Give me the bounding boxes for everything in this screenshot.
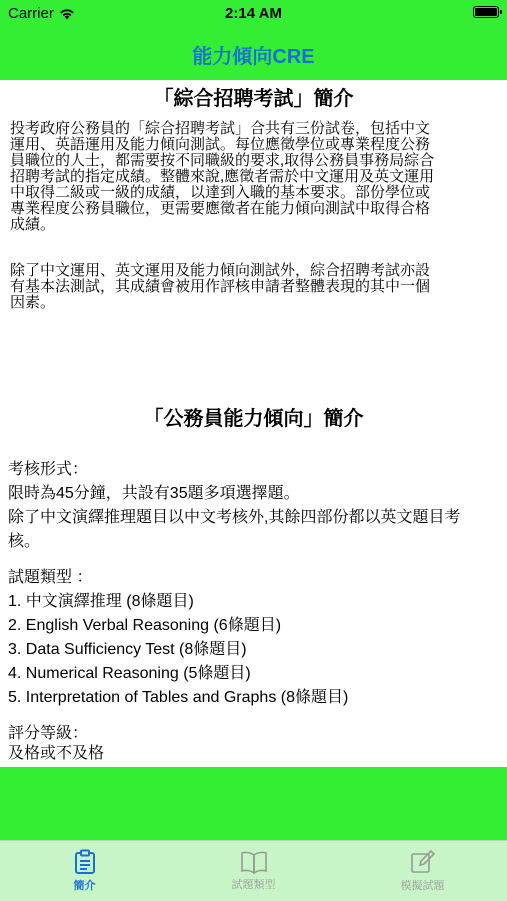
tab-label: 試題類型 (231, 879, 276, 891)
tab-bar (0, 840, 507, 901)
types-label: 試題類型 ： (8, 569, 93, 586)
tab-mock-exam[interactable] (338, 841, 507, 901)
paragraph-line: 招聘考試的指定成績。整體來說,應徵者需於中文運用及英文運用 (10, 168, 435, 185)
format-line: 限時為45分鐘，共設有35題多項選擇題。 (8, 485, 300, 502)
tab-intro[interactable] (0, 841, 169, 901)
paragraph-line: 中取得二級或一級的成績，以達到入職的基本要求。部份學位或 (10, 184, 431, 201)
format-line: 核。 (8, 533, 41, 550)
open-book-icon (240, 850, 268, 874)
section-title-cre: 「綜合招聘考試」簡介 (153, 88, 354, 110)
type-item: 2. English Verbal Reasoning (6條題目) (8, 617, 282, 634)
paragraph-line: 員職位的人士，都需要按不同職級的要求,取得公務員事務局綜合 (10, 152, 435, 169)
type-item: 3. Data Sufficiency Test (8條題目) (8, 641, 247, 658)
grading-block (0, 724, 507, 764)
grading-value: 及格或不及格 (8, 745, 105, 762)
scroll-content[interactable] (0, 80, 507, 767)
edit-icon (410, 849, 436, 875)
paragraph-basic-law (0, 263, 507, 311)
navigation-bar (0, 28, 507, 80)
carrier-label: Carrier (8, 5, 54, 22)
paragraph-line: 除了中文運用、英文運用及能力傾向測試外，綜合招聘考試亦設 (10, 262, 431, 279)
paragraph-line: 投考政府公務員的「綜合招聘考試」合共有三份試卷，包括中文 (10, 120, 431, 137)
paragraph-line: 成績。 (10, 216, 56, 233)
status-time: 2:14 AM (225, 5, 282, 22)
paragraph-line: 有基本法測試，其成績會被用作評核申請者整體表現的其中一個 (10, 278, 431, 295)
question-types-block (0, 566, 507, 710)
type-item: 1. 中文演繹推理 (8條題目) (8, 593, 194, 610)
paragraph-line: 運用、英語運用及能力傾向測試。每位應徵學位或專業程度公務 (10, 136, 431, 153)
paragraph-cre-intro (0, 121, 507, 233)
nav-title: 能力傾向CRE (192, 45, 315, 68)
exam-format-block (0, 458, 507, 554)
tab-question-types[interactable] (169, 841, 338, 901)
grading-label: 評分等級： (8, 725, 89, 742)
type-item: 4. Numerical Reasoning (5條題目) (8, 665, 251, 682)
tab-label: 簡介 (73, 880, 96, 892)
banner-area (0, 767, 507, 840)
paragraph-line: 因素。 (10, 294, 56, 311)
status-bar (0, 0, 507, 28)
type-item: 5. Interpretation of Tables and Graphs (8條題目) (8, 689, 349, 706)
tab-label: 模擬試題 (400, 880, 445, 892)
format-label: 考核形式： (8, 461, 89, 478)
battery-icon (473, 6, 499, 18)
section-title-aptitude: 「公務員能力傾向」簡介 (143, 408, 364, 430)
paragraph-line: 專業程度公務員職位，更需要應徵者在能力傾向測試中取得合格 (10, 200, 431, 217)
status-right (473, 6, 499, 18)
clipboard-icon (74, 849, 96, 875)
format-line: 除了中文演繹推理題目以中文考核外,其餘四部份都以英文題目考 (8, 509, 461, 526)
